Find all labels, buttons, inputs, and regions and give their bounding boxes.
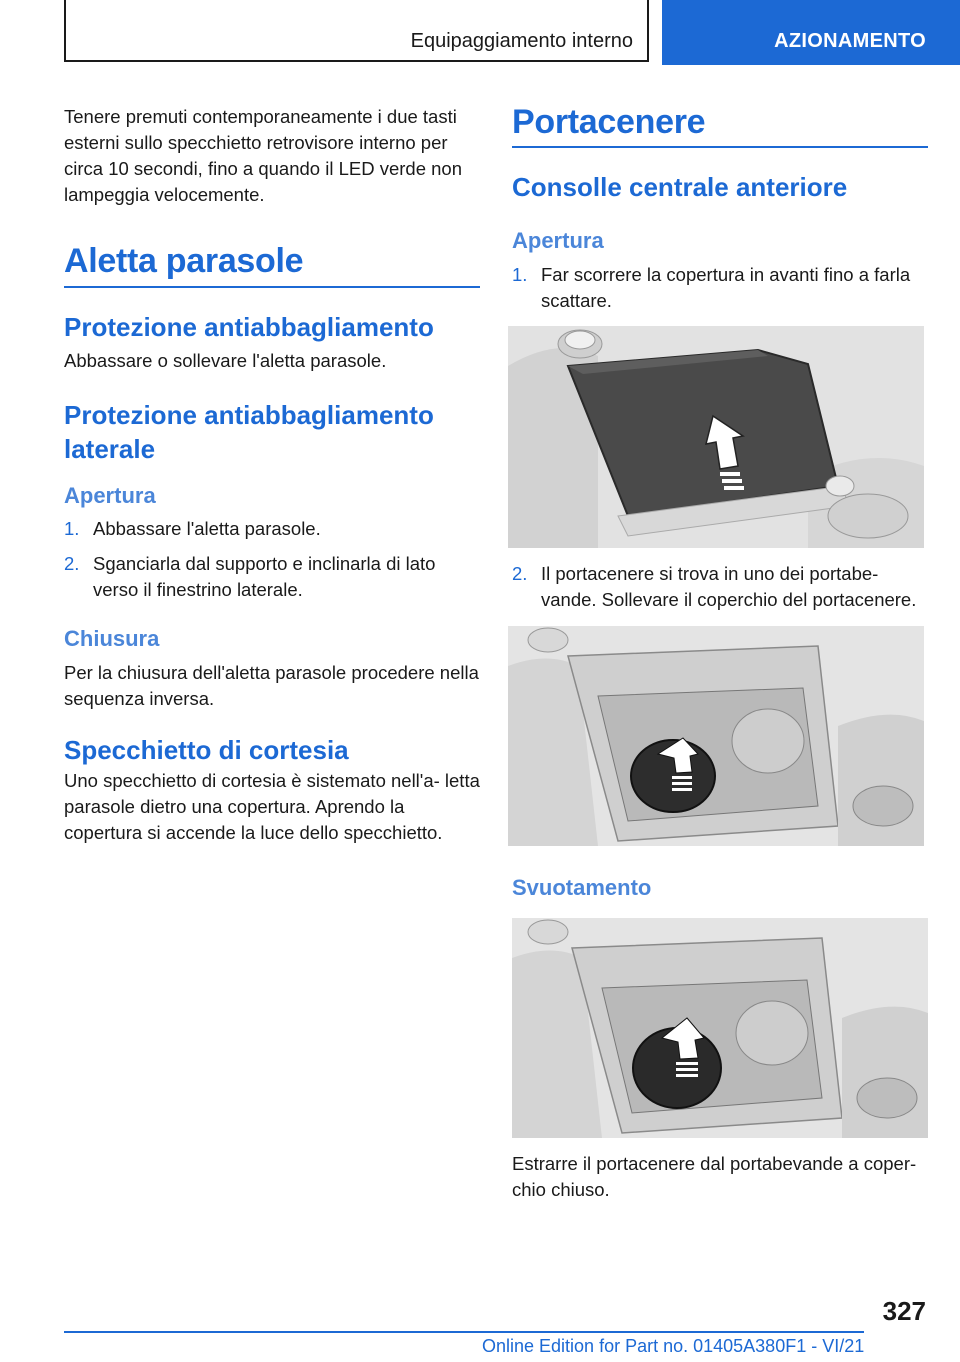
ashtray-removal-picture bbox=[512, 918, 928, 1138]
specchietto-paragraph: Uno specchietto di cortesia è sistemato nell'a- letta parasole dietro una copertura. Aprendo la copertura si accende la luce dello specchietto. bbox=[64, 770, 480, 843]
chiusura-paragraph: Per la chiusura dell'aletta parasole procedere nella sequenza inversa. bbox=[64, 662, 479, 709]
header-chapter-label: AZIONAMENTO bbox=[774, 30, 926, 52]
subheading-chiusura: Chiusura bbox=[64, 626, 160, 651]
subheading-svuotamento: Svuotamento bbox=[512, 875, 652, 900]
step-number: 1. bbox=[64, 518, 80, 539]
header-section-box bbox=[64, 0, 649, 62]
protezione-paragraph: Abbassare o sollevare l'aletta parasole. bbox=[64, 350, 387, 371]
step-number: 2. bbox=[64, 553, 80, 574]
ashtray-lid-picture bbox=[508, 626, 924, 846]
header-chapter-tab bbox=[662, 0, 960, 65]
step-text: Sganciarla dal supporto e inclinarla di lato verso il finestrino laterale. bbox=[93, 553, 436, 600]
heading-consolle-centrale: Consolle centrale anteriore bbox=[512, 172, 848, 202]
heading-protezione-laterale: Protezione antiabbagliamento laterale bbox=[64, 400, 434, 464]
step-text: Il portacenere si trova in uno dei portabe- vande. Sollevare il coperchio del portacenere. bbox=[541, 563, 917, 610]
intro-paragraph: Tenere premuti contemporaneamente i due tasti esterni sullo specchietto retrovisore interno per circa 10 secondi, fino a quando il LED verde non lampeggia velocemente. bbox=[64, 106, 463, 205]
header-section-title: Equipaggiamento interno bbox=[410, 30, 633, 52]
footer-edition-text: Online Edition for Part no. 01405A380F1 - VI/21 bbox=[482, 1336, 865, 1356]
step-text: Far scorrere la copertura in avanti fino a farla scattare. bbox=[541, 264, 911, 311]
heading-protezione-antiabbagliamento: Protezione antiabbagliamento bbox=[64, 312, 434, 342]
console-cover-picture bbox=[508, 326, 924, 548]
heading-portacenere: Portacenere bbox=[512, 103, 706, 141]
svuotamento-paragraph: Estrarre il portacenere dal portabevande a coper- chio chiuso. bbox=[512, 1153, 917, 1200]
heading-rule bbox=[64, 286, 480, 288]
heading-rule bbox=[512, 146, 928, 148]
step-text: Abbassare l'aletta parasole. bbox=[93, 518, 321, 539]
page-number: 327 bbox=[882, 1296, 926, 1326]
step-number: 1. bbox=[512, 264, 528, 285]
footer-rule bbox=[64, 1331, 864, 1333]
subheading-apertura-left: Apertura bbox=[64, 483, 156, 508]
step-number: 2. bbox=[512, 563, 528, 584]
heading-aletta-parasole: Aletta parasole bbox=[64, 242, 304, 280]
subheading-apertura-right: Apertura bbox=[512, 228, 604, 253]
heading-specchietto-cortesia: Specchietto di cortesia bbox=[64, 735, 349, 765]
